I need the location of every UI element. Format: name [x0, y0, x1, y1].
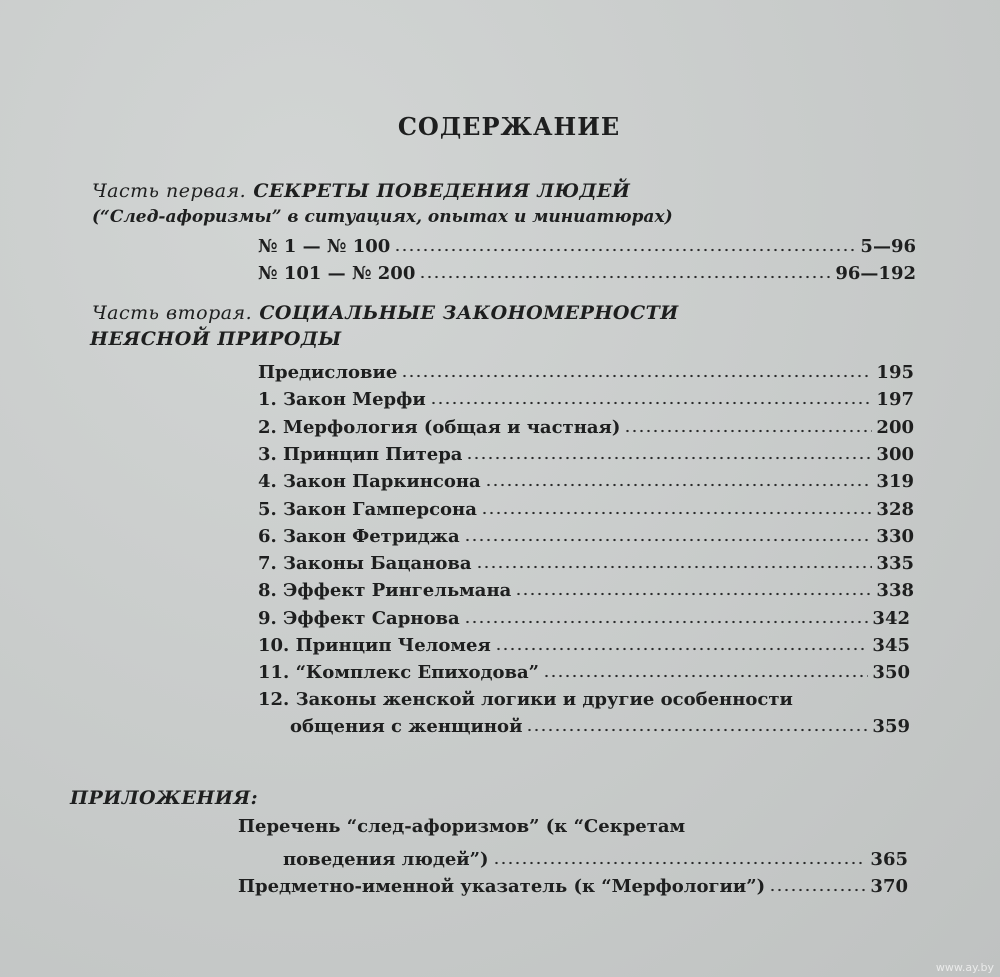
toc-entry-label: 10. Принцип Челомея [258, 635, 491, 656]
appendix-heading: ПРИЛОЖЕНИЯ: [70, 787, 259, 809]
watermark: www.ay.by [935, 961, 994, 974]
toc-entry-label: 9. Эффект Сарнова [258, 608, 460, 629]
leader-dots [526, 728, 868, 732]
toc-entry-label: 11. “Комплекс Епиходова” [258, 662, 540, 683]
toc-entry [238, 876, 908, 897]
toc-entry-page: 345 [872, 635, 910, 656]
toc-entry [290, 716, 910, 737]
leader-dots [430, 401, 873, 405]
toc-entry-label: Предисловие [258, 362, 398, 383]
toc-entry [258, 236, 916, 257]
toc-entry-page: 338 [876, 580, 914, 601]
toc-entry-page: 195 [876, 362, 914, 383]
toc-entry-page: 350 [872, 662, 910, 683]
toc-entry-page: 200 [876, 417, 914, 438]
toc-entry-label: 1. Закон Мерфи [258, 389, 426, 410]
leader-dots [419, 275, 831, 279]
toc-entry-label: 8. Эффект Рингельмана [258, 580, 512, 601]
toc-entry-page: 335 [876, 553, 914, 574]
toc-entry-label: 3. Принцип Питера [258, 444, 463, 465]
toc-entry-label: Предметно-именной указатель (к “Мерфологии”) [238, 876, 766, 897]
part2-title-line2: НЕЯСНОЙ ПРИРОДЫ [90, 328, 342, 350]
toc-entry [258, 553, 914, 574]
leader-dots [394, 248, 856, 252]
toc-entry-label-line1: 12. Законы женской логики и другие особенности [258, 689, 793, 710]
toc-entry [258, 580, 914, 601]
toc-entry [258, 362, 914, 383]
leader-dots [495, 647, 869, 651]
toc-entry [258, 471, 914, 492]
leader-dots [481, 511, 873, 515]
leader-dots [464, 538, 873, 542]
part2-title-line1: СОЦИАЛЬНЫЕ ЗАКОНОМЕРНОСТИ [259, 302, 679, 324]
toc-entry-page: 330 [876, 526, 914, 547]
toc-entry-label: поведения людей”) [283, 849, 489, 870]
leader-dots [485, 483, 873, 487]
leader-dots [401, 374, 872, 378]
toc-entry [258, 662, 910, 683]
toc-entry-page: 319 [876, 471, 914, 492]
toc-entry [258, 526, 914, 547]
toc-entry [258, 444, 914, 465]
part1-title: СЕКРЕТЫ ПОВЕДЕНИЯ ЛЮДЕЙ [253, 180, 631, 202]
toc-entry [258, 635, 910, 656]
toc-entry [258, 499, 914, 520]
part2-heading [92, 302, 679, 324]
toc-entry-page: 328 [876, 499, 914, 520]
part2-lead: Часть вторая. [92, 302, 253, 324]
leader-dots [466, 456, 872, 460]
toc-entry [258, 417, 914, 438]
toc-entry-label: 6. Закон Фетриджа [258, 526, 460, 547]
toc-entry-label: 2. Мерфология (общая и частная) [258, 417, 621, 438]
toc-entry-label-line1: Перечень “след-афоризмов” (к “Секретам [238, 816, 686, 837]
toc-entry [258, 608, 910, 629]
leader-dots [543, 674, 868, 678]
toc-entry-label: № 1 — № 100 [258, 236, 391, 257]
leader-dots [476, 565, 873, 569]
toc-entry-page: 300 [876, 444, 914, 465]
toc-entry-page: 370 [870, 876, 908, 897]
leader-dots [515, 592, 872, 596]
toc-entry-label: общения с женщиной [290, 716, 523, 737]
toc-entry-page: 197 [876, 389, 914, 410]
part1-subtitle: (“След-афоризмы” в ситуациях, опытах и миниатюрах) [92, 207, 673, 227]
toc-entry-label: 5. Закон Гамперсона [258, 499, 477, 520]
leader-dots [464, 620, 869, 624]
part1-lead: Часть первая. [92, 180, 247, 202]
toc-entry-page: 342 [872, 608, 910, 629]
toc-entry-page: 359 [872, 716, 910, 737]
toc-entry [258, 263, 916, 284]
leader-dots [493, 861, 867, 865]
toc-entry [258, 389, 914, 410]
part1-heading [92, 180, 630, 202]
toc-entry-label: 7. Законы Бацанова [258, 553, 472, 574]
leader-dots [624, 429, 872, 433]
toc-entry-label: № 101 — № 200 [258, 263, 416, 284]
toc-entry-page: 5—96 [860, 236, 916, 257]
toc-entry-page: 96—192 [835, 263, 916, 284]
toc-entry-page: 365 [870, 849, 908, 870]
leader-dots [769, 888, 866, 892]
toc-entry-label: 4. Закон Паркинсона [258, 471, 481, 492]
page-title: СОДЕРЖАНИЕ [397, 112, 621, 141]
toc-entry [283, 849, 908, 870]
